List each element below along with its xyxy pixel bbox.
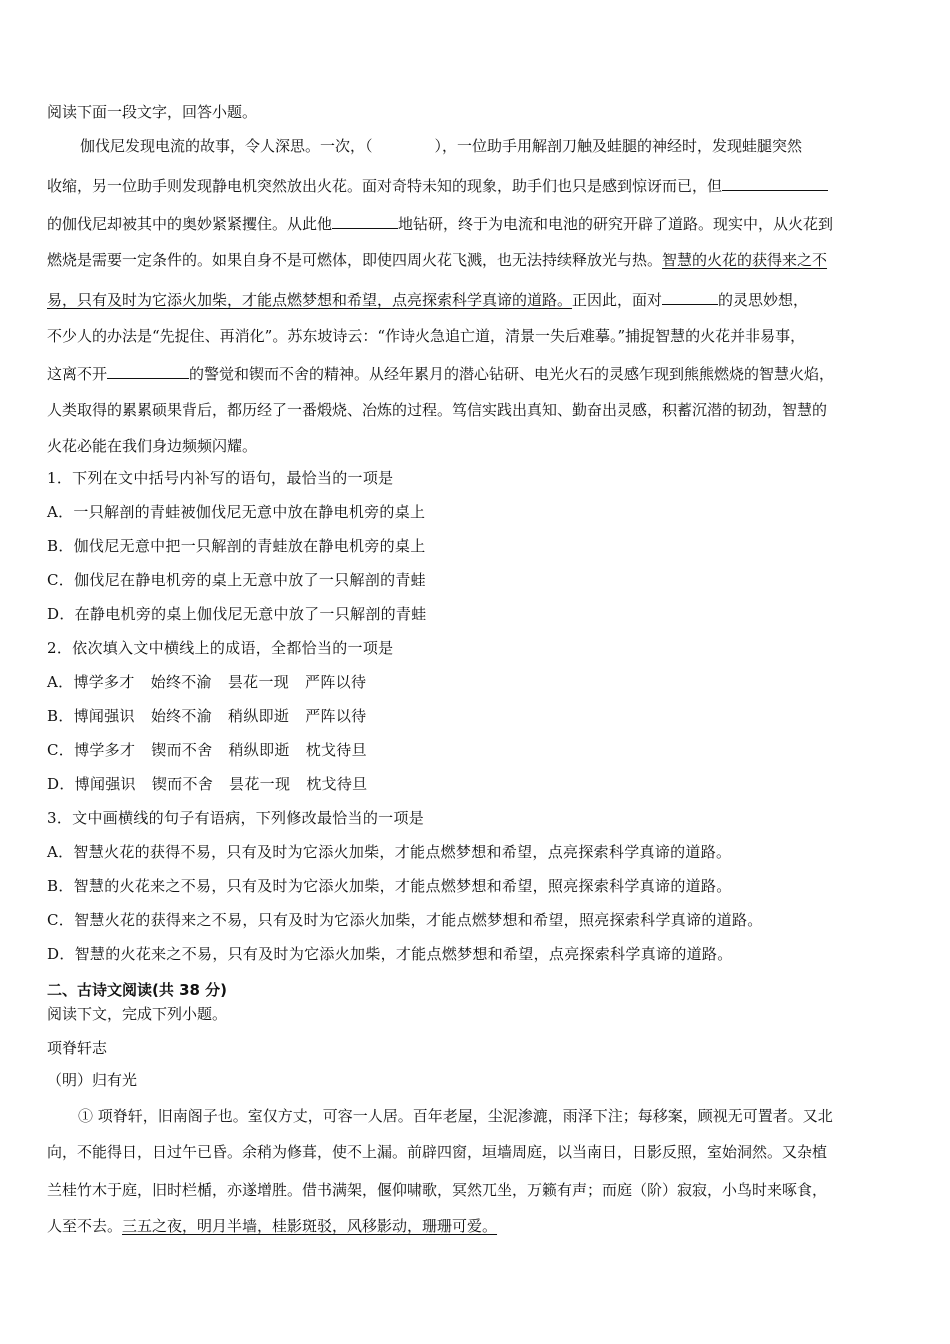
underlined-sentence-part-2: 易，只有及时为它添火加柴，才能点燃梦想和希望，点亮探索科学真谛的道路。	[47, 291, 573, 309]
question-3-option-c: C．智慧火花的获得来之不易，只有及时为它添火加柴，才能点燃梦想和希望，照亮探索科学真谛的道路。	[47, 911, 763, 929]
question-2-option-c: C．博学多才 锲而不舍 稍纵即逝 枕戈待旦	[47, 741, 367, 759]
essay-title: 项脊轩志	[47, 1039, 108, 1057]
question-3-stem: 3．文中画横线的句子有语病，下列修改最恰当的一项是	[47, 809, 425, 827]
essay-line-1: ① 项脊轩，旧南阁子也。室仅方丈，可容一人居。百年老屋，尘泥渗漉，雨泽下注；每移案，顾视无可置者。又北	[78, 1107, 833, 1125]
passage-line-3: 的伽伐尼却被其中的奥妙紧紧攫住。从此他 地钻研，终于为电流和电池的研究开辟了道路。现实中，从火花到	[47, 212, 833, 234]
passage-line-6: 不少人的办法是“先捉住、再消化”。苏东坡诗云：“作诗火急追亡道，清景一失后难摹。”捕捉智慧的火花并非易事，	[47, 327, 806, 345]
question-1-option-d: D．在静电机旁的桌上伽伐尼无意中放了一只解剖的青蛙	[47, 605, 427, 623]
underlined-sentence-part-1: 智慧的火花的获得来之不	[662, 251, 828, 269]
passage-line-5: 易，只有及时为它添火加柴，才能点燃梦想和希望，点亮探索科学真谛的道路。正因此，面对 的灵思妙想，	[47, 288, 808, 310]
section-2-intro: 阅读下文，完成下列小题。	[47, 1005, 228, 1023]
question-3-option-a: A．智慧火花的获得不易，只有及时为它添火加柴，才能点燃梦想和希望，点亮探索科学真谛的道路。	[47, 843, 732, 861]
question-1-stem: 1．下列在文中括号内补写的语句，最恰当的一项是	[47, 469, 394, 487]
question-2-stem: 2．依次填入文中横线上的成语，全都恰当的一项是	[47, 639, 394, 657]
question-3-option-b: B．智慧的火花来之不易，只有及时为它添火加柴，才能点燃梦想和希望，照亮探索科学真谛的道路。	[47, 877, 732, 895]
blank-1	[722, 174, 828, 191]
passage-line-7: 这离不开 的警觉和锲而不舍的精神。从经年累月的潜心钻研、电光火石的灵感乍现到熊熊燃烧的智慧火焰，	[47, 362, 834, 384]
essay-line-3: 兰桂竹木于庭，旧时栏楯，亦遂增胜。借书满架，偃仰啸歌，冥然兀坐，万籁有声；而庭（阶）寂寂，小鸟时来啄食，	[47, 1181, 828, 1199]
essay-line-2: 向，不能得日，日过午已昏。余稍为修葺，使不上漏。前辟四窗，垣墙周庭，以当南日，日影反照，室始洞然。又杂植	[47, 1143, 828, 1161]
intro-text: 阅读下面一段文字，回答小题。	[47, 103, 258, 121]
question-2-option-d: D．博闻强识 锲而不舍 昙花一现 枕戈待旦	[47, 775, 368, 793]
passage-line-1: 伽伐尼发现电流的故事，令人深思。一次，（ ），一位助手用解剖刀触及蛙腿的神经时，发现蛙腿突然	[80, 137, 803, 155]
passage-line-4: 燃烧是需要一定条件的。如果自身不是可燃体，即使四周火花飞溅，也无法持续释放光与热。智慧的火花的获得来之不	[47, 251, 828, 269]
blank-4	[107, 362, 189, 379]
section-2-heading: 二、古诗文阅读(共 38 分)	[47, 981, 228, 999]
passage-line-9: 火花必能在我们身边频频闪耀。	[47, 437, 258, 455]
essay-author: （明）归有光	[47, 1071, 138, 1089]
question-2-option-a: A．博学多才 始终不渝 昙花一现 严阵以待	[47, 673, 367, 691]
passage-line-2: 收缩，另一位助手则发现静电机突然放出火花。面对奇特未知的现象，助手们也只是感到惊讶而已，但	[47, 174, 828, 196]
essay-line-4: 人至不去。三五之夜，明月半墙，桂影斑驳，风移影动，珊珊可爱。	[47, 1217, 498, 1235]
question-3-option-d: D．智慧的火花来之不易，只有及时为它添火加柴，才能点燃梦想和希望，点亮探索科学真谛的道路。	[47, 945, 733, 963]
essay-underlined-sentence: 三五之夜，明月半墙，桂影斑驳，风移影动，珊珊可爱。	[122, 1217, 498, 1235]
blank-2	[332, 212, 398, 229]
question-1-option-a: A．一只解剖的青蛙被伽伐尼无意中放在静电机旁的桌上	[47, 503, 426, 521]
question-2-option-b: B．博闻强识 始终不渝 稍纵即逝 严阵以待	[47, 707, 367, 725]
blank-3	[662, 288, 718, 305]
question-1-option-b: B．伽伐尼无意中把一只解剖的青蛙放在静电机旁的桌上	[47, 537, 426, 555]
passage-line-8: 人类取得的累累硕果背后，都历经了一番煅烧、冶炼的过程。笃信实践出真知、勤奋出灵感，积蓄沉潜的韧劲，智慧的	[47, 401, 828, 419]
question-1-option-c: C．伽伐尼在静电机旁的桌上无意中放了一只解剖的青蛙	[47, 571, 426, 589]
